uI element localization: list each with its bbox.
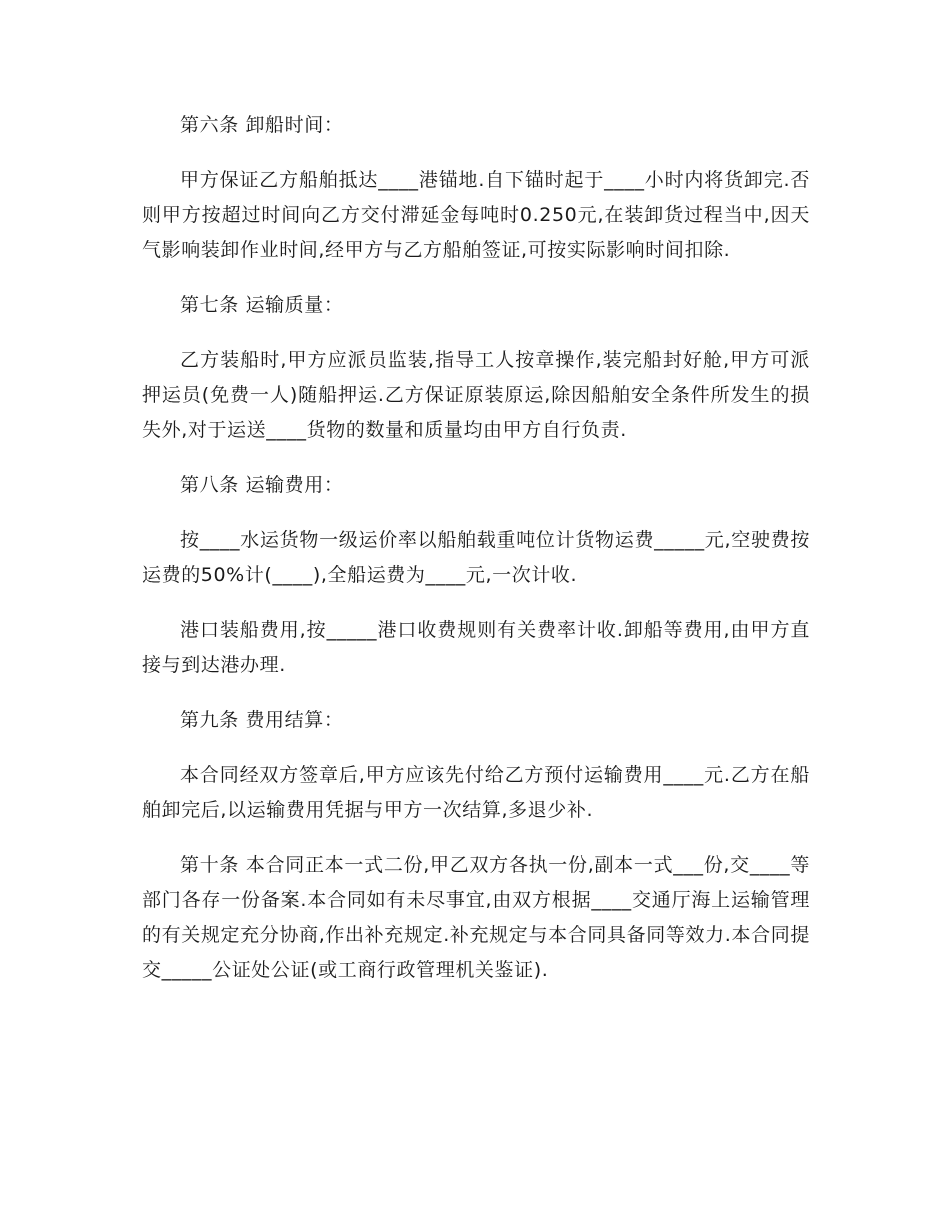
article-7-heading: 第七条 运输质量： — [180, 294, 344, 316]
article-8-body-port-fees: 港口装船费用,按_____港口收费规则有关费率计收.卸船等费用,由甲方直接与到达港办理. — [142, 619, 810, 676]
article-10-body: 第十条 本合同正本一式二份,甲乙双方各执一份,副本一式___份,交____等部门各存一份备案.本合同如有未尽事宜,由双方根据____交通厅海上运输管理的有关规定充分协商,作出补充规定.补充规定与本合同具备同等效力.本合同提交_____公证处公证(或工商行政管理机关鉴证). — [142, 854, 810, 981]
article-6-body: 甲方保证乙方船舶抵达____港锚地.自下锚时起于____小时内将货卸完.否则甲方按超过时间向乙方交付滞延金每吨时0.250元,在装卸货过程当中,因天气影响装卸作业时间,经甲方与乙方船舶签证,可按实际影响时间扣除. — [142, 169, 810, 261]
article-9-heading: 第九条 费用结算： — [180, 709, 344, 731]
article-7-body: 乙方装船时,甲方应派员监装,指导工人按章操作,装完船封好舱,甲方可派押运员(免费一人)随船押运.乙方保证原装原运,除因船舶安全条件所发生的损失外,对于运送____货物的数量和质量均由甲方自行负责. — [142, 349, 810, 441]
article-6-heading: 第六条 卸船时间： — [180, 114, 344, 136]
article-8-heading: 第八条 运输费用： — [180, 474, 344, 496]
article-8-body-freight: 按____水运货物一级运价率以船舶载重吨位计货物运费_____元,空驶费按运费的50%计(____),全船运费为____元,一次计收. — [142, 529, 810, 586]
article-9-body: 本合同经双方签章后,甲方应该先付给乙方预付运输费用____元.乙方在船舶卸完后,以运输费用凭据与甲方一次结算,多退少补. — [142, 764, 810, 821]
